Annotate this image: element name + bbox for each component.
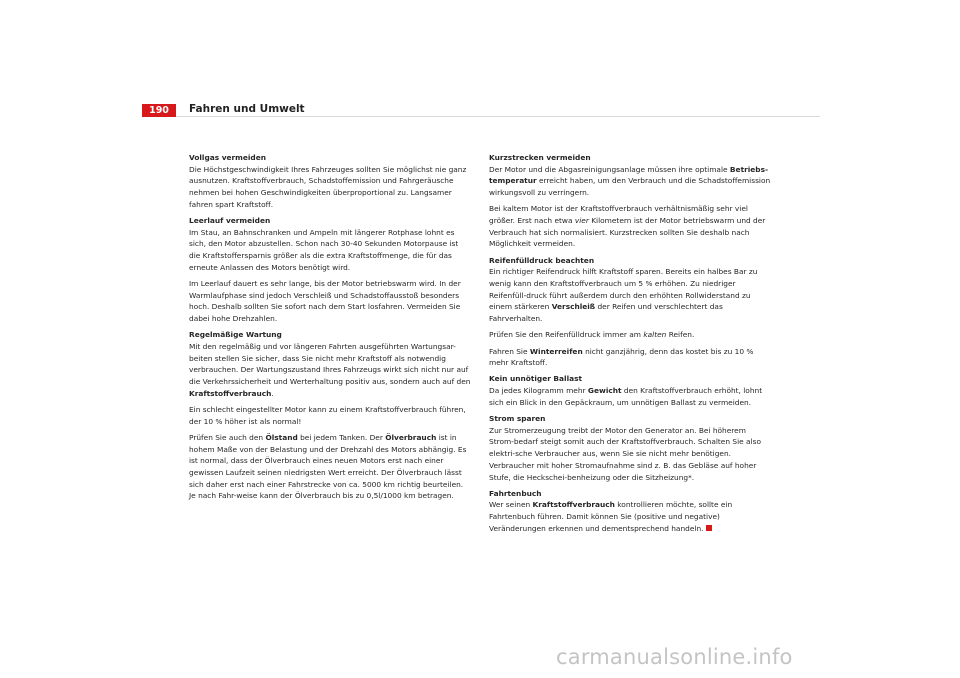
- wartung-bold: Kraftstoffverbrauch: [189, 388, 272, 398]
- reifen-1b: der Reifen und verschlechtert das Fahrverhalten.: [489, 302, 723, 324]
- wartung-3a: Prüfen Sie auch den: [189, 432, 266, 442]
- paragraph-wartung-1: [189, 341, 471, 400]
- paragraph-leerlauf-2: Im Leerlauf dauert es sehr lange, bis der Motor betriebswarm wird. In der Warmlaufphase sind jedoch Verschleiß und Schadstoffausstoß besonders hoch. Deshalb sollten Sie sofort nach dem Start losfahren. Vermeiden Sie dabei hohe Drehzahlen.: [189, 279, 461, 324]
- kurz-1a: Der Motor und die Abgasreinigungsanlage müssen ihre optimale: [489, 164, 730, 174]
- paragraph-wartung-3: [189, 432, 471, 502]
- wartung-3-bold1: Ölstand: [265, 432, 298, 442]
- reifen-2-italic: kalten: [643, 330, 667, 340]
- paragraph-fahrtenbuch: [489, 499, 773, 534]
- wartung-text: Mit den regelmäßig und vor längeren Fahrten ausgeführten Wartungsar-beiten stellen Sie sicher, dass Sie nicht mehr Kraftstoff als notwendig verbrauchen. Der Wartungszustand Ihres Fahrzeugs wirkt sich nicht nur auf die Verkehrssicherheit und Werterhaltung positiv aus, sondern auch auf den: [189, 342, 471, 387]
- section-end-marker-icon: [706, 525, 712, 531]
- heading-reifen: Reifenfülldruck beachten: [489, 255, 595, 265]
- paragraph-reifen-2: [489, 329, 773, 341]
- reifen-3-bold: Winterreifen: [529, 346, 583, 356]
- paragraph-ballast: [489, 385, 773, 408]
- reifen-3b: nicht ganzjährig, denn das kostet bis zu 10 % mehr Kraftstoff.: [489, 346, 754, 368]
- kurz-2a: Bei kaltem Motor ist der Kraftstoffverbrauch verhältnismäßig sehr viel größer. Erst nach etwa: [489, 204, 748, 226]
- heading-vollgas: Vollgas vermeiden: [189, 153, 266, 162]
- kurz-1-bold: Betriebs-temperatur: [489, 164, 769, 186]
- paragraph-wartung-2: Ein schlecht eingestellter Motor kann zu einem Kraftstoffverbrauch führen, der 10 % höher ist als normal!: [189, 405, 466, 426]
- paragraph-kurzstrecken-2: [489, 203, 773, 250]
- heading-kurzstrecken: Kurzstrecken vermeiden: [489, 153, 591, 162]
- reifen-3a: Fahren Sie: [489, 346, 530, 356]
- reifen-2a: Prüfen Sie den Reifenfülldruck immer am: [489, 330, 644, 340]
- reifen-1a: Ein richtiger Reifendruck hilft Kraftstoff sparen. Bereits ein halbes Bar zu wenig kann den Kraftstoffverbrauch um 5 % erhöhen. Zu niedriger Reifenfüll-druck führt außerdem durch den erhöhten Rollwiderstand zu einem stärkeren: [489, 267, 758, 312]
- page-number: 190: [142, 104, 176, 117]
- paragraph-kurzstrecken-1: [489, 164, 773, 199]
- paragraph-leerlauf-1: Im Stau, an Bahnschranken und Ampeln mit längerer Rotphase lohnt es sich, den Motor abzustellen. Schon nach 30-40 Sekunden Motorpause ist die Kraftstoffersparnis größer als die extra Kraftstoffmenge, die für das erneute Anlassen des Motors benötigt wird.: [189, 227, 459, 272]
- heading-wartung: Regelmäßige Wartung: [189, 330, 282, 340]
- wartung-3b: bei jedem Tanken. Der: [297, 432, 386, 442]
- reifen-1-bold: Verschleiß: [551, 302, 596, 312]
- reifen-2b: Reifen.: [666, 330, 695, 340]
- ballast-b: den Kraftstoffverbrauch erhöht, lohnt sich ein Blick in den Gepäckraum, um unnötigen Ballast zu vermeiden.: [489, 386, 763, 407]
- ballast-bold: Gewicht: [587, 386, 622, 396]
- header-rule: [142, 116, 820, 117]
- kurz-2-italic: vier: [574, 216, 589, 226]
- wartung-3c: ist in hohem Maße von der Belastung und der Drehzahl des Motors abhängig. Es ist normal, dass der Ölverbrauch eines neuen Motors erst nach einer gewissen Laufzeit seinen niedrigsten Wert erreicht. Der Ölverbrauch lässt sich daher erst nach einer Fahrstrecke von ca. 5000 km richtig beurteilen. Je nach Fahr-weise kann der Ölverbrauch bis zu 0,5l/1000 km betragen.: [189, 432, 467, 501]
- paragraph-reifen-1: [489, 266, 773, 325]
- wartung-end: .: [271, 388, 274, 398]
- ballast-a: Da jedes Kilogramm mehr: [489, 386, 588, 396]
- right-column: [489, 152, 773, 535]
- paragraph-vollgas: Die Höchstgeschwindigkeit Ihres Fahrzeuges sollten Sie möglichst nie ganz ausnutzen. Kraftstoffverbrauch, Schadstoffemission und Fahrgeräusche nehmen bei hohen Geschwindigkeiten überproportional zu. Langsamer fahren spart Kraftstoff.: [189, 164, 467, 209]
- watermark: carmanualsonline.info: [556, 645, 793, 669]
- left-column: [189, 152, 471, 502]
- fahrtenbuch-b: kontrollieren möchte, sollte ein Fahrtenbuch führen. Damit können Sie (positive und negative) Veränderungen erkennen und dementsprechend handeln.: [489, 500, 733, 533]
- paragraph-reifen-3: [489, 346, 773, 369]
- kurz-1b: erreicht haben, um den Verbrauch und die Schadstoffemission wirkungsvoll zu verringern.: [489, 176, 771, 198]
- heading-leerlauf: Leerlauf vermeiden: [189, 216, 271, 226]
- wartung-3-bold2: Ölverbrauch: [385, 432, 437, 442]
- kurz-2b: Kilometern ist der Motor betriebswarm und der Verbrauch hat sich normalisiert. Kurzstrecken sollten Sie deshalb nach Möglichkeit vermeiden.: [489, 216, 766, 249]
- heading-fahrtenbuch: Fahrtenbuch: [489, 488, 542, 498]
- heading-ballast: Kein unnötiger Ballast: [489, 374, 583, 384]
- paragraph-strom: Zur Stromerzeugung treibt der Motor den Generator an. Bei höherem Strom-bedarf steigt somit auch der Kraftstoffverbrauch. Schalten Sie also elektri-sche Verbraucher aus, wenn Sie sie nicht mehr benötigen. Verbraucher mit hoher Stromaufnahme sind z. B. das Gebläse auf hoher Stufe, die Heckschei-benheizung oder die Sitzheizung*.: [489, 425, 761, 482]
- fahrtenbuch-a: Wer seinen: [489, 500, 533, 510]
- heading-strom: Strom sparen: [489, 414, 546, 424]
- page-title: Fahren und Umwelt: [189, 103, 305, 115]
- fahrtenbuch-bold: Kraftstoffverbrauch: [532, 500, 615, 510]
